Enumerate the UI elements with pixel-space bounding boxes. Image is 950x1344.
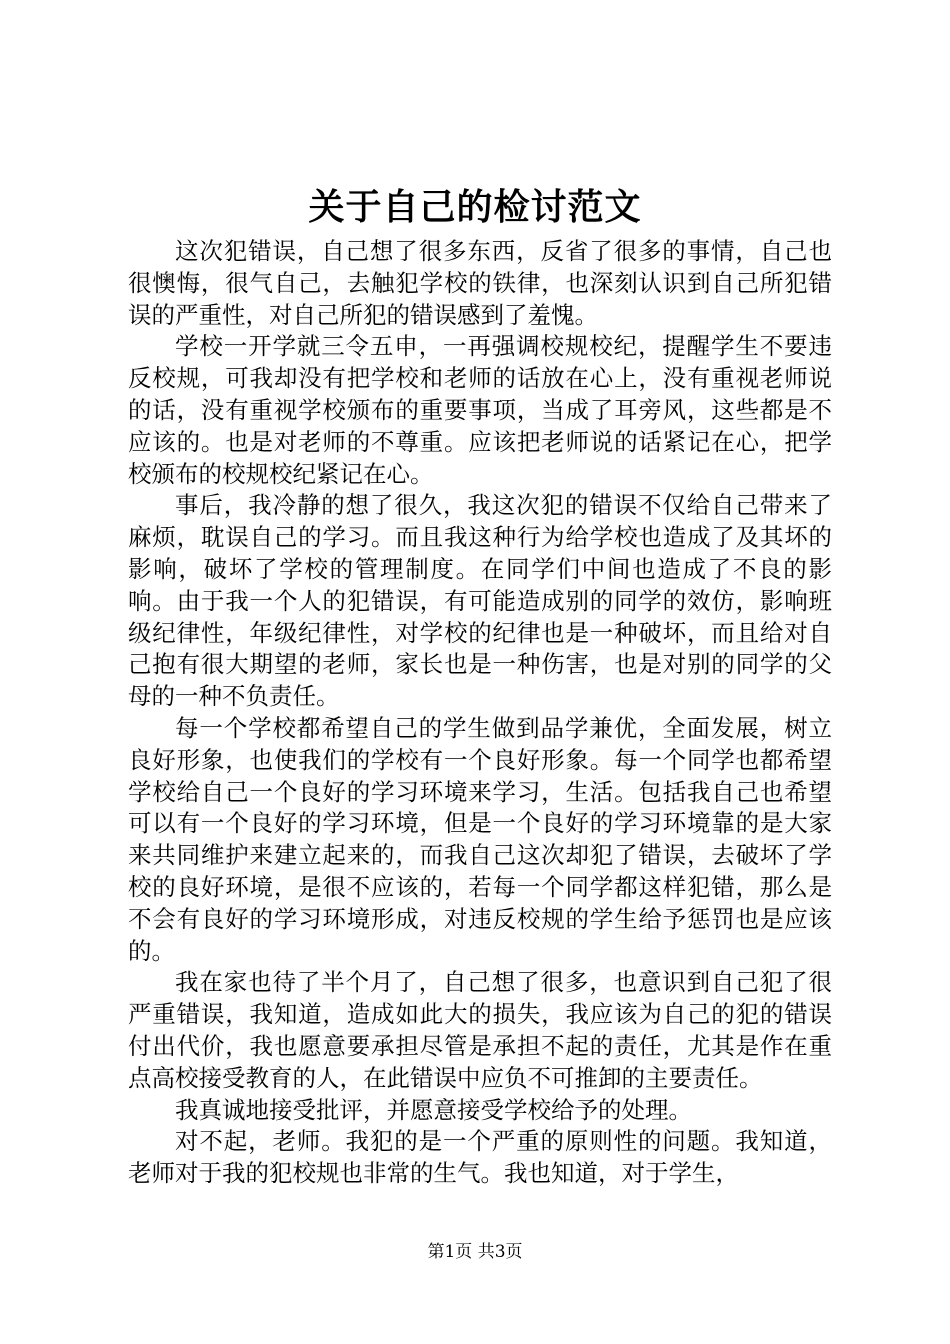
document-title: 关于自己的检讨范文 [308, 186, 642, 228]
paragraph: 每一个学校都希望自己的学生做到品学兼优，全面发展，树立良好形象，也使我们的学校有一个良好形象。每一个同学也都希望学校给自己一个良好的学习环境来学习，生活。包括我自己也希望可以有一个良好的学习环境，但是一个良好的学习环境靠的是大家来共同维护来建立起来的，而我自己这次却犯了错误，去破坏了学校的良好环境，是很不应该的，若每一个同学都这样犯错，那么是不会有良好的学习环境形成，对违反校规的学生给予惩罚也是应该的。 [128, 713, 832, 965]
paragraph: 学校一开学就三令五申，一再强调校规校纪，提醒学生不要违反校规，可我却没有把学校和老师的话放在心上，没有重视老师说的话，没有重视学校颁布的重要事项，当成了耳旁风，这些都是不应该的。也是对老师的不尊重。应该把老师说的话紧记在心，把学校颁布的校规校纪紧记在心。 [128, 332, 832, 488]
paragraph: 事后，我冷静的想了很久，我这次犯的错误不仅给自己带来了麻烦，耽误自己的学习。而且我这种行为给学校也造成了及其坏的影响，破坏了学校的管理制度。在同学们中间也造成了不良的影响。由于我一个人的犯错误，有可能造成别的同学的效仿，影响班级纪律性，年级纪律性，对学校的纪律也是一种破坏，而且给对自己抱有很大期望的老师，家长也是一种伤害，也是对别的同学的父母的一种不负责任。 [128, 491, 832, 711]
page-number-footer: 第1页 共3页 [427, 1242, 523, 1262]
paragraph: 对不起，老师。我犯的是一个严重的原则性的问题。我知道，老师对于我的犯校规也非常的生气。我也知道，对于学生， [128, 1127, 832, 1188]
paragraph: 我在家也待了半个月了，自己想了很多，也意识到自己犯了很严重错误，我知道，造成如此大的损失，我应该为自己的犯的错误付出代价，我也愿意要承担尽管是承担不起的责任，尤其是作在重点高校接受教育的人，在此错误中应负不可推卸的主要责任。 [128, 968, 832, 1092]
paragraph: 这次犯错误，自己想了很多东西，反省了很多的事情，自己也很懊悔，很气自己，去触犯学校的铁律，也深刻认识到自己所犯错误的严重性，对自己所犯的错误感到了羞愧。 [128, 237, 832, 329]
document-body [128, 236, 832, 1190]
paragraph: 我真诚地接受批评，并愿意接受学校给予的处理。 [175, 1095, 692, 1124]
